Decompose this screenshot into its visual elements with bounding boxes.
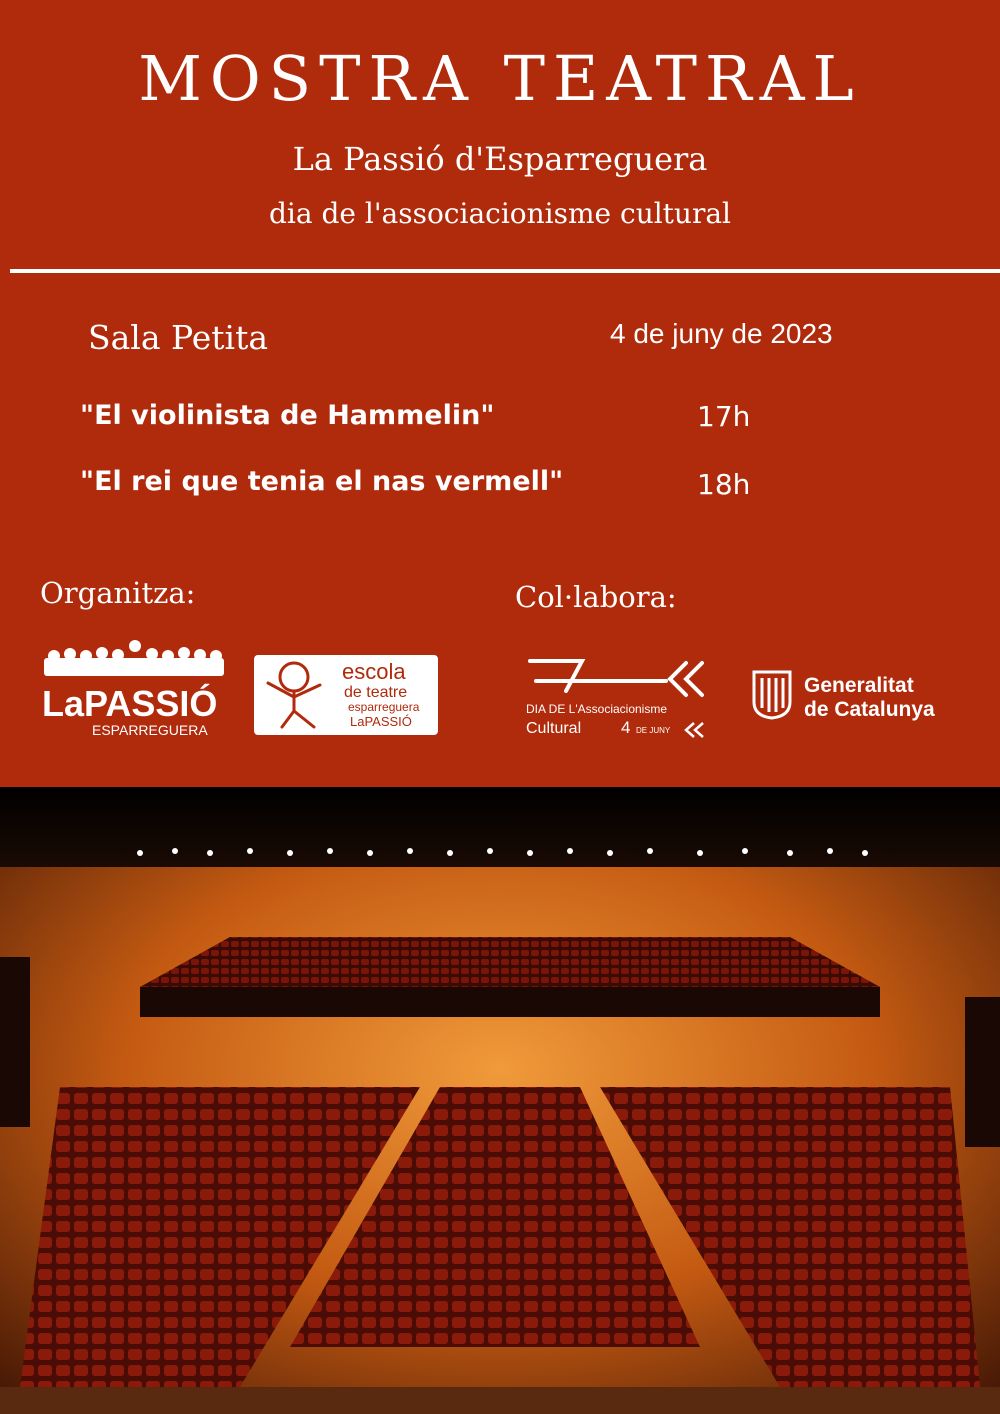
escola-logo-line4: LaPASSIÓ [350, 714, 412, 729]
auditorium-photo [0, 787, 1000, 1414]
event-date: 4 de juny de 2023 [610, 318, 833, 349]
escola-logo-line2: de teatre [344, 684, 408, 701]
dia-logo-line4: DE JUNY [636, 726, 671, 735]
venue-name: Sala Petita [88, 318, 269, 357]
lapassio-logo-subtext: ESPARREGUERA [92, 722, 208, 738]
lapassio-logo [40, 640, 230, 740]
dia-associacionisme-logo [526, 655, 711, 740]
poster-title: MOSTRA TEATRAL [138, 42, 862, 115]
generalitat-line2: de Catalunya [804, 698, 935, 721]
dia-logo-line2: Cultural [526, 720, 582, 737]
organization-subtitle: La Passió d'Esparreguera [292, 140, 708, 178]
escola-logo-line3: esparreguera [348, 700, 420, 714]
event-tagline: dia de l'associacionisme cultural [269, 197, 731, 230]
escola-teatre-logo [254, 655, 438, 735]
lapassio-logo-text: LaPASSIÓ [42, 683, 218, 724]
dia-logo-line3: 4 [621, 718, 631, 737]
generalitat-line1: Generalitat [804, 674, 914, 697]
show-title: "El violinista de Hammelin" [80, 400, 495, 431]
dia-logo-line1: DIA DE L'Associacionisme [526, 702, 668, 716]
show-time: 18h [697, 468, 751, 501]
show-time: 17h [697, 400, 751, 433]
show-title: "El rei que tenia el nas vermell" [80, 466, 564, 497]
generalitat-logo [750, 668, 960, 722]
collaborators-label: Col·labora: [515, 580, 677, 614]
escola-logo-line1: escola [342, 659, 406, 684]
organizers-label: Organitza: [40, 576, 196, 610]
divider-line [10, 269, 1000, 273]
